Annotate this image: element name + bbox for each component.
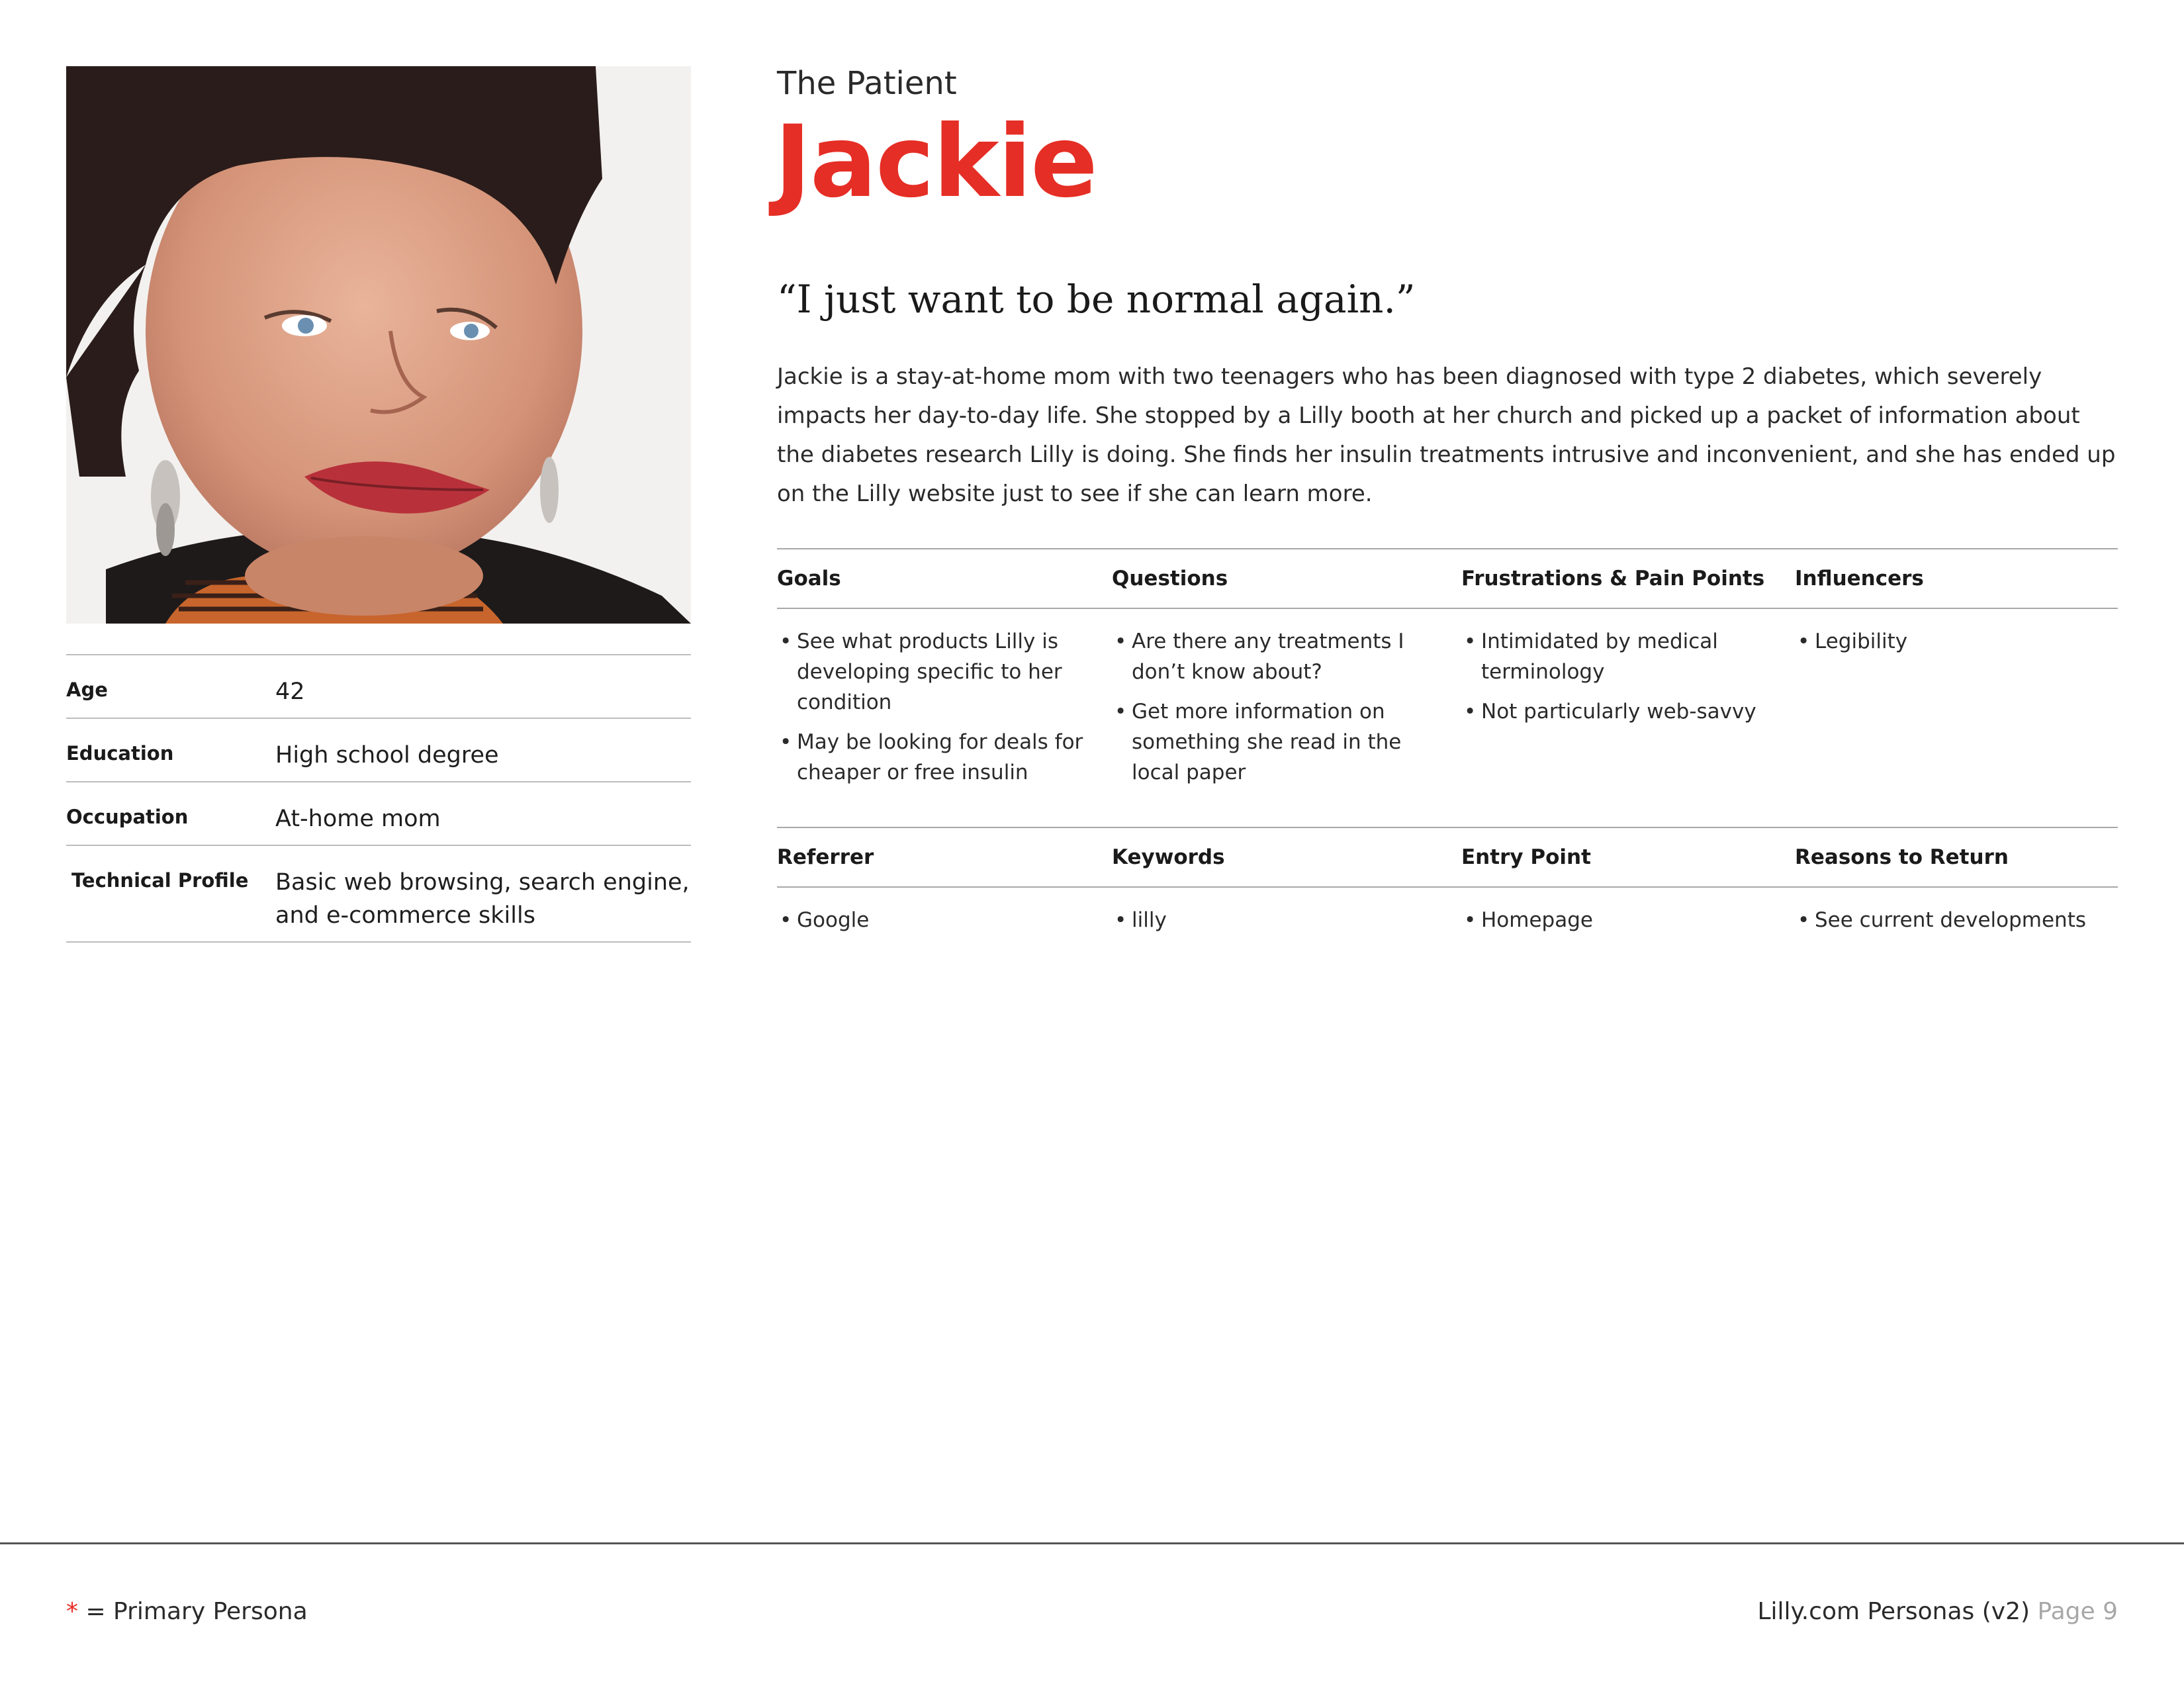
keywords-list	[1112, 905, 1461, 935]
attribute-value: At-home mom	[275, 806, 441, 832]
persona-bio: Jackie is a stay-at-home mom with two teenagers who has been diagnosed with type 2 diabetes, which severely impacts her day-to-day life. She stopped by a Lilly booth at her church and picked up a packet of information about the diabetes research Lilly is doing. She finds her insulin treatments intrusive and inconvenient, and she has ended up on the Lilly website just to see if she can learn more.	[777, 363, 2116, 507]
attribute-label: Education	[66, 742, 174, 765]
list-item: • May be looking for deals for cheaper or free insulin	[777, 727, 1112, 788]
header-keywords: Keywords	[1112, 845, 1225, 869]
list-item: • Google	[777, 905, 1112, 935]
header-entry-point: Entry Point	[1461, 845, 1591, 869]
page-number: Page 9	[2037, 1598, 2118, 1625]
frustrations-list	[1461, 626, 1795, 727]
list-item: • lilly	[1112, 905, 1461, 935]
attribute-value: Basic web browsing, search engine, and e-commerce skills	[275, 869, 690, 929]
primary-star: *	[66, 1598, 78, 1625]
attribute-row-age	[66, 654, 691, 718]
attribute-value: High school degree	[275, 742, 499, 769]
grid-header	[777, 827, 2118, 888]
goals-list	[777, 626, 1112, 788]
list-item: • Homepage	[1461, 905, 1795, 935]
entry-grid	[777, 827, 2118, 945]
list-item: • See current developments	[1795, 905, 2118, 935]
footer-divider	[0, 1542, 2184, 1544]
header-frustrations: Frustrations & Pain Points	[1461, 567, 1765, 590]
attribute-row-occupation	[66, 781, 691, 845]
header-influencers: Influencers	[1795, 567, 1924, 590]
list-item: • Not particularly web-savvy	[1461, 696, 1795, 727]
attributes-table	[66, 654, 691, 943]
attribute-label: Occupation	[66, 806, 189, 828]
list-item: • Get more information on something she read in the local paper	[1112, 696, 1461, 788]
grid-header	[777, 548, 2118, 609]
doc-title: Lilly.com Personas (v2)	[1757, 1598, 2030, 1625]
footer-doc-info	[1758, 1598, 2118, 1625]
attribute-row-education	[66, 718, 691, 781]
influencers-list	[1795, 626, 2118, 657]
attribute-label: Age	[66, 679, 108, 701]
list-item: • Legibility	[1795, 626, 2118, 657]
grid-body	[777, 609, 2118, 797]
legend-text: = Primary Persona	[78, 1598, 308, 1625]
header-referrer: Referrer	[777, 845, 874, 869]
persona-role: The Patient	[777, 65, 957, 102]
goals-grid	[777, 548, 2118, 797]
footer-legend	[66, 1598, 308, 1625]
reasons-list	[1795, 905, 2118, 935]
questions-list	[1112, 626, 1461, 788]
header-questions: Questions	[1112, 567, 1228, 590]
attribute-row-technical-profile	[66, 845, 691, 943]
attribute-value: 42	[275, 679, 305, 705]
persona-photo	[66, 66, 691, 624]
header-reasons-to-return: Reasons to Return	[1795, 845, 2009, 869]
persona-name: Jackie	[774, 105, 1097, 220]
referrer-list	[777, 905, 1112, 935]
grid-body	[777, 888, 2118, 945]
attribute-label: Technical Profile	[71, 869, 249, 892]
entry-point-list	[1461, 905, 1795, 935]
header-goals: Goals	[777, 567, 841, 590]
list-item: • Intimidated by medical terminology	[1461, 626, 1795, 687]
persona-quote: “I just want to be normal again.”	[777, 277, 1416, 322]
list-item: • See what products Lilly is developing specific to her condition	[777, 626, 1112, 718]
list-item: • Are there any treatments I don’t know about?	[1112, 626, 1461, 687]
